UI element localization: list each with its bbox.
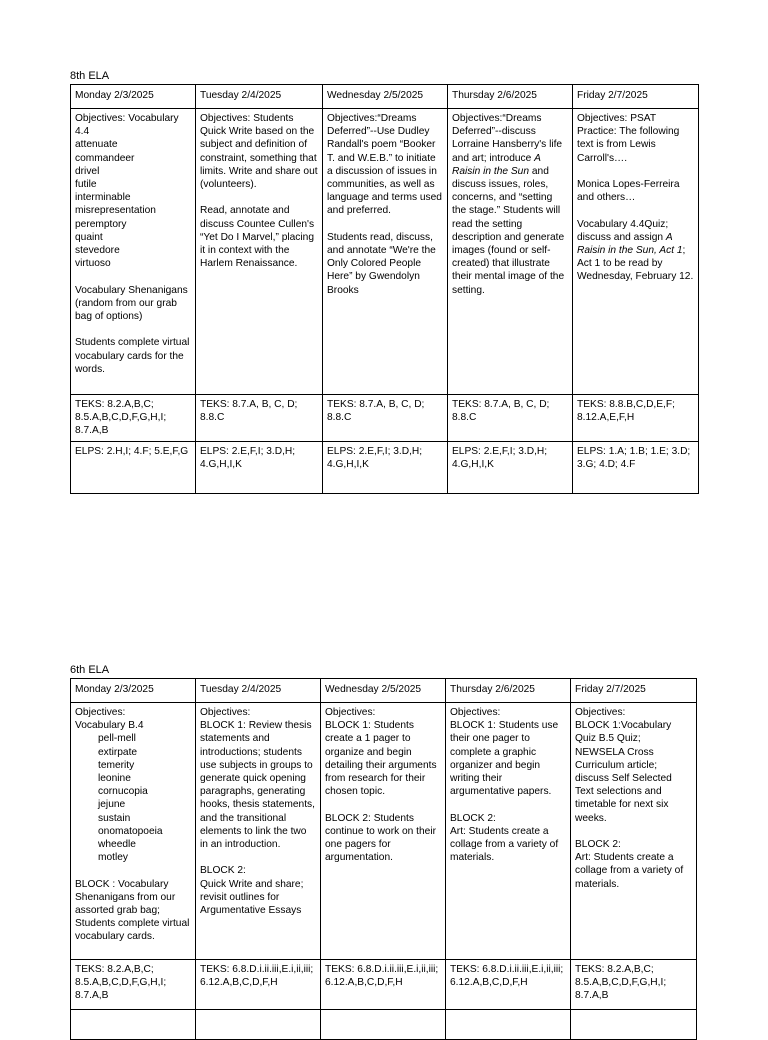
teks-row [71,960,697,1010]
day-header: Wednesday 2/5/2025 [323,85,448,109]
objective-paragraph: Art: Students create a collage from a variety of materials. [450,825,559,864]
objective-line: BLOCK 2: [200,865,246,877]
objective-line: Vocabulary Shenanigans (random from our grab bag of options) [75,284,188,323]
objective-line: Objectives: [325,707,376,718]
day-header: Monday 2/3/2025 [71,85,196,109]
objectives-cell-thursday [448,109,573,395]
objective-line: BLOCK 2: [575,839,621,851]
day-header: Thursday 2/6/2025 [448,85,573,109]
day-header: Friday 2/7/2025 [571,679,697,703]
vocab-word: extirpate [98,746,138,758]
objective-paragraph: Students read, discuss, and annotate “We're the Only Colored People Here” by Gwendolyn Brooks [327,231,436,296]
objectives-cell-friday [571,703,697,960]
lesson-plan-table-6th [70,678,697,1040]
objective-line: Objectives: [75,707,126,718]
teks-cell: TEKS: 8.8.B,C,D,E,F; 8.12.A,E,F,H [573,395,699,442]
vocab-word: peremptory [75,218,127,230]
vocab-word: misrepresentation [75,205,156,217]
objective-paragraph: BLOCK 1: Students create a 1 pager to organize and begin detailing their arguments from research for their chosen topic. [325,720,437,798]
vocab-word: quaint [75,231,103,243]
objective-line: Students complete virtual vocabulary cards for the words. [75,337,190,375]
teks-cell: TEKS: 6.8.D.i.ii.iii,E.i,ii,iii; 6.12.A,B,C,D,F,H [321,960,446,1010]
lesson-plan-table-8th [70,84,699,494]
objective-paragraph: BLOCK 1:Vocabulary Quiz B.5 Quiz; NEWSELA Cross Curriculum article; discuss Self Selected Text selections and timetable for next six weeks. [575,720,672,824]
objective-line: Vocabulary B.4 [75,720,144,732]
day-header: Tuesday 2/4/2025 [196,85,323,109]
teks-cell: TEKS: 6.8.D.i.ii.iii,E.i,ii,iii; 6.12.A,B,C,D,F,H [196,960,321,1010]
objective-line: Objectives: [200,707,251,718]
objective-paragraph: Art: Students create a collage from a variety of materials. [575,852,684,890]
day-header: Friday 2/7/2025 [573,85,699,109]
vocab-word: futile [75,179,97,191]
teks-cell: TEKS: 8.7.A, B, C, D; 8.8.C [323,395,448,442]
day-header: Monday 2/3/2025 [71,679,196,703]
section-title-6th-ela: 6th ELA [70,664,110,676]
table-header-row [71,679,697,703]
vocab-word: motley [98,852,129,864]
elps-row [71,441,699,493]
vocab-word: pell-mell [98,733,136,745]
vocab-word: drivel [75,165,100,177]
objectives-cell-friday [573,109,699,395]
objectives-cell-tuesday [196,703,321,960]
vocab-word: commandeer [75,152,135,164]
objective-paragraph: Objectives: Students Quick Write based on the subject and definition of constraint, something that limits. Write and share out (volunteers). [200,113,318,191]
objectives-cell-monday [71,703,196,960]
vocab-word: sustain [98,812,131,824]
day-header: Tuesday 2/4/2025 [196,679,321,703]
elps-cell: ELPS: 2.E,F,I; 3.D,H; 4.G,H,I,K [323,441,448,493]
table-header-row [71,85,699,109]
teks-cell: TEKS: 8.2.A,B,C; 8.5.A,B,C,D,F,G,H,I; 8.7.A,B [71,395,196,442]
objective-paragraph: BLOCK 2: Students continue to work on their one pagers for argumentation. [325,812,436,864]
vocab-word: jejune [98,799,126,811]
teks-cell: TEKS: 8.7.A, B, C, D; 8.8.C [448,395,573,442]
objectives-cell-tuesday [196,109,323,395]
title-italic: A Raisin in the Sun [452,152,541,177]
vocab-word: cornucopia [98,786,148,798]
objective-paragraph: Monica Lopes-Ferreira and others… [577,179,680,204]
objectives-cell-monday [71,109,196,395]
objectives-cell-wednesday [323,109,448,395]
objectives-cell-wednesday [321,703,446,960]
objective-paragraph: Objectives:“Dreams Deferred”--discuss Lorraine Hansberry's life and art; introduce A Raisin in the Sun and discuss issues, roles, concerns, and “setting the stage.” Students will read the setting description and generate images (found or self-created) that illustrate their mental image of the setting. [452,113,565,296]
objective-paragraph: Objectives:“Dreams Deferred”--Use Dudley Randall's poem “Booker T. and W.E.B.” to initiate a discussion of issues in communities, as well as language and terms used and preferred. [327,113,442,217]
vocab-word: virtuoso [75,258,111,270]
elps-cell: ELPS: 1.A; 1.B; 1.E; 3.D; 3.G; 4.D; 4.F [573,441,699,493]
section-title-8th-ela: 8th ELA [70,70,110,82]
objective-paragraph: Quick Write and share; revisit outlines for Argumentative Essays [200,878,304,917]
elps-cell: ELPS: 2.E,F,I; 3.D,H; 4.G,H,I,K [448,441,573,493]
objective-paragraph: BLOCK : Vocabulary Shenanigans from our assorted grab bag; Students complete virtual vocabulary cards. [75,878,190,943]
objectives-cell-thursday [446,703,571,960]
objective-paragraph: Read, annotate and discuss Countee Cullen's “Yet Do I Marvel,” placing it in context with the Harlem Renaissance. [200,205,315,270]
objective-line: Objectives: Vocabulary 4.4 [75,113,179,138]
title-italic: A Raisin in the Sun, Act 1 [577,231,683,256]
objectives-row [71,703,697,960]
day-header: Thursday 2/6/2025 [446,679,571,703]
objective-paragraph: Vocabulary 4.4Quiz; discuss and assign A Raisin in the Sun, Act 1; Act 1 to be read by Wednesday, February 12. [577,218,694,283]
vocab-word: leonine [98,773,131,785]
elps-cell: ELPS: 2.H,I; 4.F; 5.E,F,G [71,441,196,493]
objectives-row [71,109,699,395]
vocab-word: stevedore [75,245,120,257]
objective-paragraph: BLOCK 1: Review thesis statements and introductions; students use subjects in groups to generate quick opening paragraphs, generating hooks, thesis statements, and the transitional elements to link the two in an introduction. [200,720,315,851]
vocab-word: wheedle [98,839,136,851]
objective-paragraph: Objectives: PSAT Practice: The following text is from Lewis Carroll's…. [577,113,680,164]
vocab-word: onomatopoeia [98,825,163,837]
teks-row [71,395,699,442]
teks-cell: TEKS: 8.2.A,B,C; 8.5.A,B,C,D,F,G,H,I; 8.7.A,B [571,960,697,1010]
elps-row-cutoff [71,1010,697,1040]
vocab-word: temerity [98,759,135,771]
elps-cell: ELPS: 2.E,F,I; 3.D,H; 4.G,H,I,K [196,441,323,493]
teks-cell: TEKS: 8.7.A, B, C, D; 8.8.C [196,395,323,442]
vocab-word: interminable [75,192,131,204]
objective-paragraph: BLOCK 1: Students use their one pager to complete a graphic organizer and begin writing their argumentative papers. [450,720,559,798]
teks-cell: TEKS: 6.8.D.i.ii.iii,E.i,ii,iii; 6.12.A,B,C,D,F,H [446,960,571,1010]
objective-line: Objectives: [575,707,626,718]
teks-cell: TEKS: 8.2.A,B,C; 8.5.A,B,C,D,F,G,H,I; 8.7.A,B [71,960,196,1010]
objective-line: Objectives: [450,707,501,718]
vocab-word: attenuate [75,139,118,151]
objective-line: BLOCK 2: [450,812,496,824]
day-header: Wednesday 2/5/2025 [321,679,446,703]
